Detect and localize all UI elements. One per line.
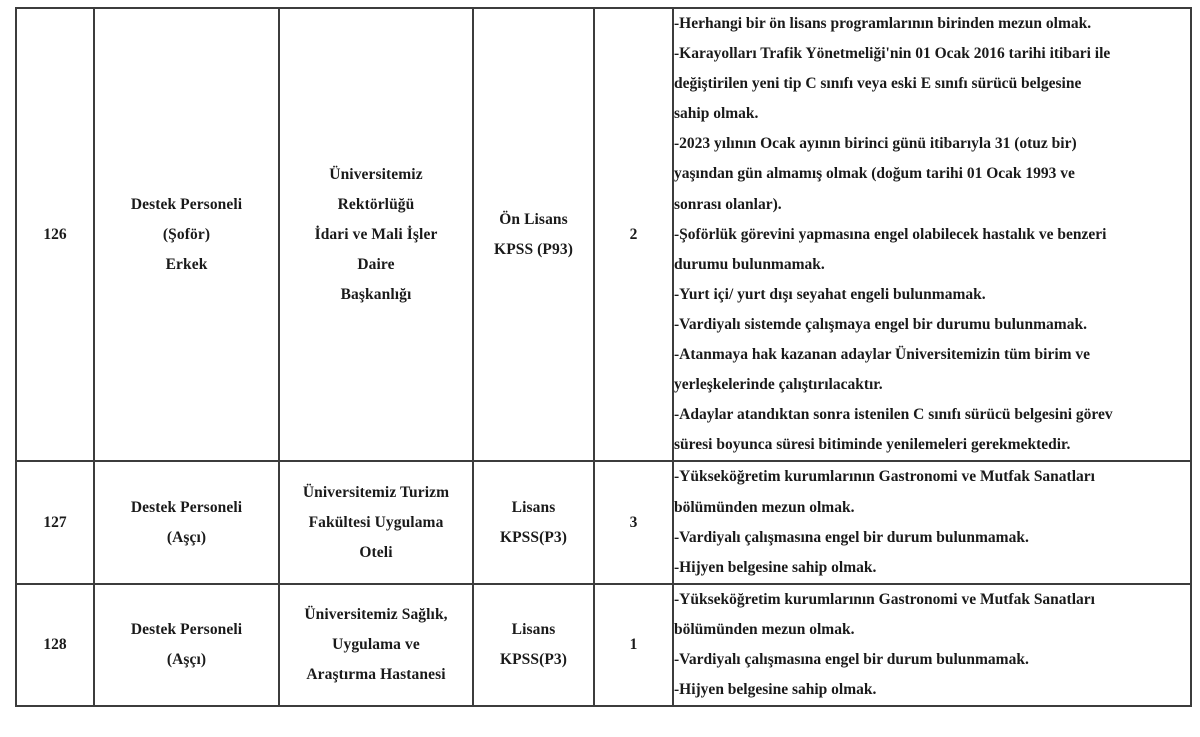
education-line: Ön Lisans	[499, 210, 568, 228]
unit-line: Üniversitemiz	[329, 165, 423, 183]
requirement-line: -Yükseköğretim kurumlarının Gastronomi ve Mutfak Sanatları	[674, 468, 1095, 486]
unit-line: Daire	[357, 255, 395, 273]
requirement-line: sahip olmak.	[674, 105, 759, 123]
cell-quantity: 1	[594, 584, 673, 706]
table-body	[16, 8, 1191, 706]
job-title-line: (Aşçı)	[166, 528, 207, 546]
table-row	[16, 584, 1191, 706]
requirement-line: -Vardiyalı çalışmasına engel bir durum bulunmamak.	[674, 650, 1029, 668]
unit-line: Araştırma Hastanesi	[306, 665, 446, 683]
unit-line: Üniversitemiz Turizm	[302, 483, 450, 501]
requirement-line: süresi boyunca süresi bitiminde yenilemeleri gerekmektedir.	[674, 436, 1071, 454]
cell-position-no: 128	[16, 584, 94, 706]
unit-line: Oteli	[359, 543, 393, 561]
job-postings-table	[15, 7, 1192, 707]
unit-line: İdari ve Mali İşler	[314, 225, 438, 243]
cell-position-no: 126	[16, 8, 94, 461]
cell-unit	[279, 8, 473, 461]
job-title-line: Destek Personeli	[130, 620, 243, 638]
cell-job-title	[94, 8, 279, 461]
table-row	[16, 461, 1191, 583]
requirement-line: -2023 yılının Ocak ayının birinci günü itibarıyla 31 (otuz bir)	[674, 135, 1077, 153]
requirement-line: yerleşkelerinde çalıştırılacaktır.	[674, 376, 883, 394]
requirement-line: -Yükseköğretim kurumlarının Gastronomi ve Mutfak Sanatları	[674, 590, 1095, 608]
cell-education	[473, 8, 594, 461]
requirement-line: -Herhangi bir ön lisans programlarının birinden mezun olmak.	[674, 15, 1092, 32]
cell-position-no: 127	[16, 461, 94, 583]
cell-education	[473, 461, 594, 583]
requirement-line: bölümünden mezun olmak.	[674, 620, 855, 638]
cell-requirements	[673, 8, 1191, 461]
table-row	[16, 8, 1191, 461]
requirement-line: -Karayolları Trafik Yönetmeliği'nin 01 Ocak 2016 tarihi itibari ile	[674, 45, 1111, 63]
requirement-line: -Vardiyalı çalışmasına engel bir durum bulunmamak.	[674, 528, 1029, 546]
requirement-line: durumu bulunmamak.	[674, 255, 825, 273]
requirement-line: sonrası olanlar).	[674, 195, 782, 213]
cell-unit	[279, 584, 473, 706]
cell-quantity: 2	[594, 8, 673, 461]
requirement-line: -Yurt içi/ yurt dışı seyahat engeli bulunmamak.	[674, 285, 986, 303]
cell-quantity: 3	[594, 461, 673, 583]
education-line: Lisans	[511, 620, 556, 638]
requirement-line: -Atanmaya hak kazanan adaylar Üniversitemizin tüm birim ve	[674, 346, 1091, 364]
requirement-line: değiştirilen yeni tip C sınıfı veya eski E sınıfı sürücü belgesine	[674, 75, 1082, 93]
requirement-line: -Vardiyalı sistemde çalışmaya engel bir durumu bulunmamak.	[674, 315, 1087, 333]
cell-unit	[279, 461, 473, 583]
education-line: KPSS(P3)	[499, 528, 568, 546]
education-line: KPSS (P93)	[494, 240, 573, 258]
requirement-line: bölümünden mezun olmak.	[674, 498, 855, 516]
job-title-line: Destek Personeli	[130, 498, 243, 516]
requirement-line: yaşından gün almamış olmak (doğum tarihi 01 Ocak 1993 ve	[674, 165, 1075, 183]
requirement-line: -Hijyen belgesine sahip olmak.	[674, 681, 877, 699]
education-line: KPSS(P3)	[499, 650, 568, 668]
unit-line: Başkanlığı	[340, 285, 412, 303]
education-line: Lisans	[511, 498, 556, 516]
unit-line: Uygulama ve	[332, 635, 420, 653]
requirement-line: -Hijyen belgesine sahip olmak.	[674, 558, 877, 576]
cell-requirements	[673, 461, 1191, 583]
unit-line: Fakültesi Uygulama	[308, 513, 444, 531]
requirement-line: -Adaylar atandıktan sonra istenilen C sınıfı sürücü belgesini görev	[674, 406, 1113, 424]
cell-job-title	[94, 584, 279, 706]
job-title-line: Erkek	[165, 255, 208, 273]
cell-requirements	[673, 584, 1191, 706]
job-title-line: (Aşçı)	[166, 650, 207, 668]
cell-education	[473, 584, 594, 706]
requirement-line: -Şoförlük görevini yapmasına engel olabilecek hastalık ve benzeri	[674, 225, 1107, 243]
unit-line: Rektörlüğü	[337, 195, 415, 213]
job-title-line: Destek Personeli	[130, 195, 243, 213]
unit-line: Üniversitemiz Sağlık,	[304, 605, 448, 623]
job-title-line: (Şoför)	[162, 225, 211, 243]
cell-job-title	[94, 461, 279, 583]
